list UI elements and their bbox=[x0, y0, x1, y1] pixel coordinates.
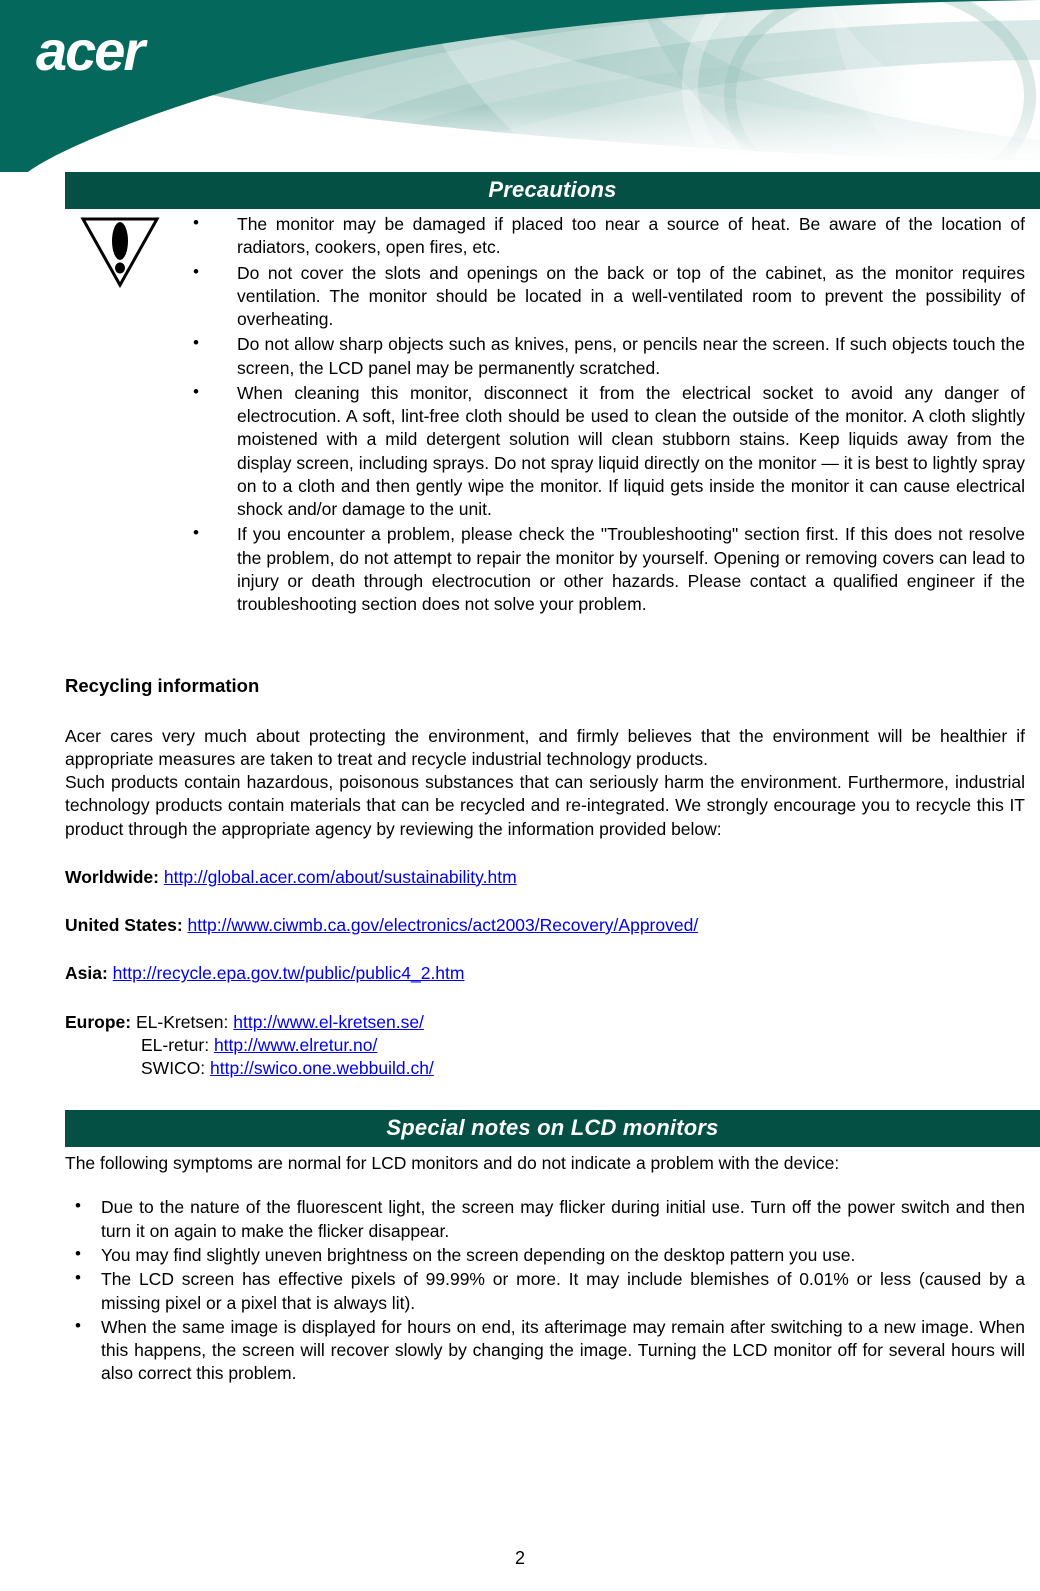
page-content bbox=[0, 172, 1040, 1387]
recycling-heading: Recycling information bbox=[65, 674, 260, 696]
warning-triangle-icon bbox=[79, 215, 161, 289]
page-number: 2 bbox=[514, 1548, 525, 1568]
special-notes-section-title: Special notes on LCD monitors bbox=[65, 1110, 1040, 1147]
list-item: • You may find slightly uneven brightness on the screen depending on the desktop pattern you use. bbox=[65, 1244, 1025, 1267]
region-label: Europe: bbox=[65, 1011, 132, 1032]
recycling-url-link[interactable]: http://recycle.epa.gov.tw/public/public4_2.htm bbox=[112, 963, 465, 984]
list-item: • The LCD screen has effective pixels of 99.99% or more. It may include blemishes of 0.01% or less (caused by a missing pixel or a pixel that is always lit). bbox=[65, 1268, 1025, 1315]
recycling-link-europe bbox=[65, 1011, 1025, 1081]
europe-entry-name: SWICO: bbox=[141, 1058, 206, 1079]
europe-entry-row bbox=[65, 1057, 1025, 1080]
recycling-url-link[interactable]: http://www.ciwmb.ca.gov/electronics/act2003/Recovery/Approved/ bbox=[187, 915, 699, 936]
recycling-url-link[interactable]: http://global.acer.com/about/sustainability.htm bbox=[163, 866, 517, 887]
list-item: • Due to the nature of the fluorescent light, the screen may flicker during initial use. Turn off the power switch and then turn it on again to make the flicker disappear. bbox=[65, 1196, 1025, 1243]
list-item: • Do not allow sharp objects such as knives, pens, or pencils near the screen. If such objects touch the screen, the LCD panel may be permanently scratched. bbox=[185, 333, 1025, 380]
europe-entry-name: EL-retur: bbox=[141, 1034, 210, 1055]
recycling-url-link[interactable]: http://swico.one.webbuild.ch/ bbox=[210, 1058, 434, 1079]
recycling-link-united-states bbox=[65, 914, 1025, 937]
svg-text:acer: acer bbox=[36, 22, 144, 82]
list-item: • The monitor may be damaged if placed too near a source of heat. Be aware of the location of radiators, cookers, open fires, etc. bbox=[185, 213, 1025, 260]
recycling-url-link[interactable]: http://www.elretur.no/ bbox=[213, 1034, 378, 1055]
recycling-link-asia bbox=[65, 962, 1025, 985]
list-item: • When cleaning this monitor, disconnect it from the electrical socket to avoid any danger of electrocution. A soft, lint-free cloth should be used to clean the outside of the monitor. A cloth slightly moistened with a mild detergent solution will clean stubborn stains. Keep liquids away from the display screen, including sprays. Do not spray liquid directly on the monitor — it is best to lightly spray on to a cloth and then gently wipe the monitor. If liquid gets inside the monitor it can cause electrical shock and/or damage to the unit. bbox=[185, 382, 1025, 522]
special-notes-list bbox=[65, 1196, 1025, 1385]
precautions-block bbox=[65, 209, 1025, 619]
region-label: United States: bbox=[65, 915, 183, 936]
europe-entry-name: EL-Kretsen: bbox=[136, 1011, 229, 1032]
recycling-paragraph-1: Acer cares very much about protecting the environment, and firmly believes that the environment will be healthier if appropriate measures are taken to treat and recycle industrial technology products. bbox=[65, 725, 1025, 769]
europe-entry-row bbox=[65, 1034, 1025, 1057]
precautions-list bbox=[185, 213, 1025, 619]
page-header-banner bbox=[0, 0, 1040, 172]
recycling-link-worldwide bbox=[65, 866, 1025, 889]
recycling-section bbox=[65, 675, 1025, 1081]
recycling-paragraph-2: Such products contain hazardous, poisonous substances that can seriously harm the environment. Furthermore, industrial technology products contain materials that can be recycled and re-integrated. We strongly encourage you to recycle this IT product through the appropriate agency by reviewing the information provided below: bbox=[65, 772, 1025, 839]
recycling-url-link[interactable]: http://www.el-kretsen.se/ bbox=[233, 1011, 424, 1032]
special-notes-intro: The following symptoms are normal for LCD monitors and do not indicate a problem with the device: bbox=[65, 1153, 840, 1174]
region-label: Asia: bbox=[65, 963, 108, 984]
list-item: • When the same image is displayed for hours on end, its afterimage may remain after switching to a new image. When this happens, the screen will recover slowly by changing the image. Turning the LCD monitor off for several hours will also correct this problem. bbox=[65, 1316, 1025, 1386]
list-item: • Do not cover the slots and openings on the back or top of the cabinet, as the monitor requires ventilation. The monitor should be located in a well-ventilated room to prevent the possibility of overheating. bbox=[185, 262, 1025, 332]
region-label: Worldwide: bbox=[65, 866, 159, 887]
list-item: • If you encounter a problem, please check the "Troubleshooting" section first. If this does not resolve the problem, do not attempt to repair the monitor by yourself. Opening or removing covers can lead to injury or death through electrocution or other hazards. Please contact a qualified engineer if the troubleshooting section does not solve your problem. bbox=[185, 523, 1025, 616]
precautions-section-title: Precautions bbox=[65, 172, 1040, 209]
acer-logo bbox=[36, 22, 196, 84]
warning-icon-cell bbox=[65, 213, 185, 619]
